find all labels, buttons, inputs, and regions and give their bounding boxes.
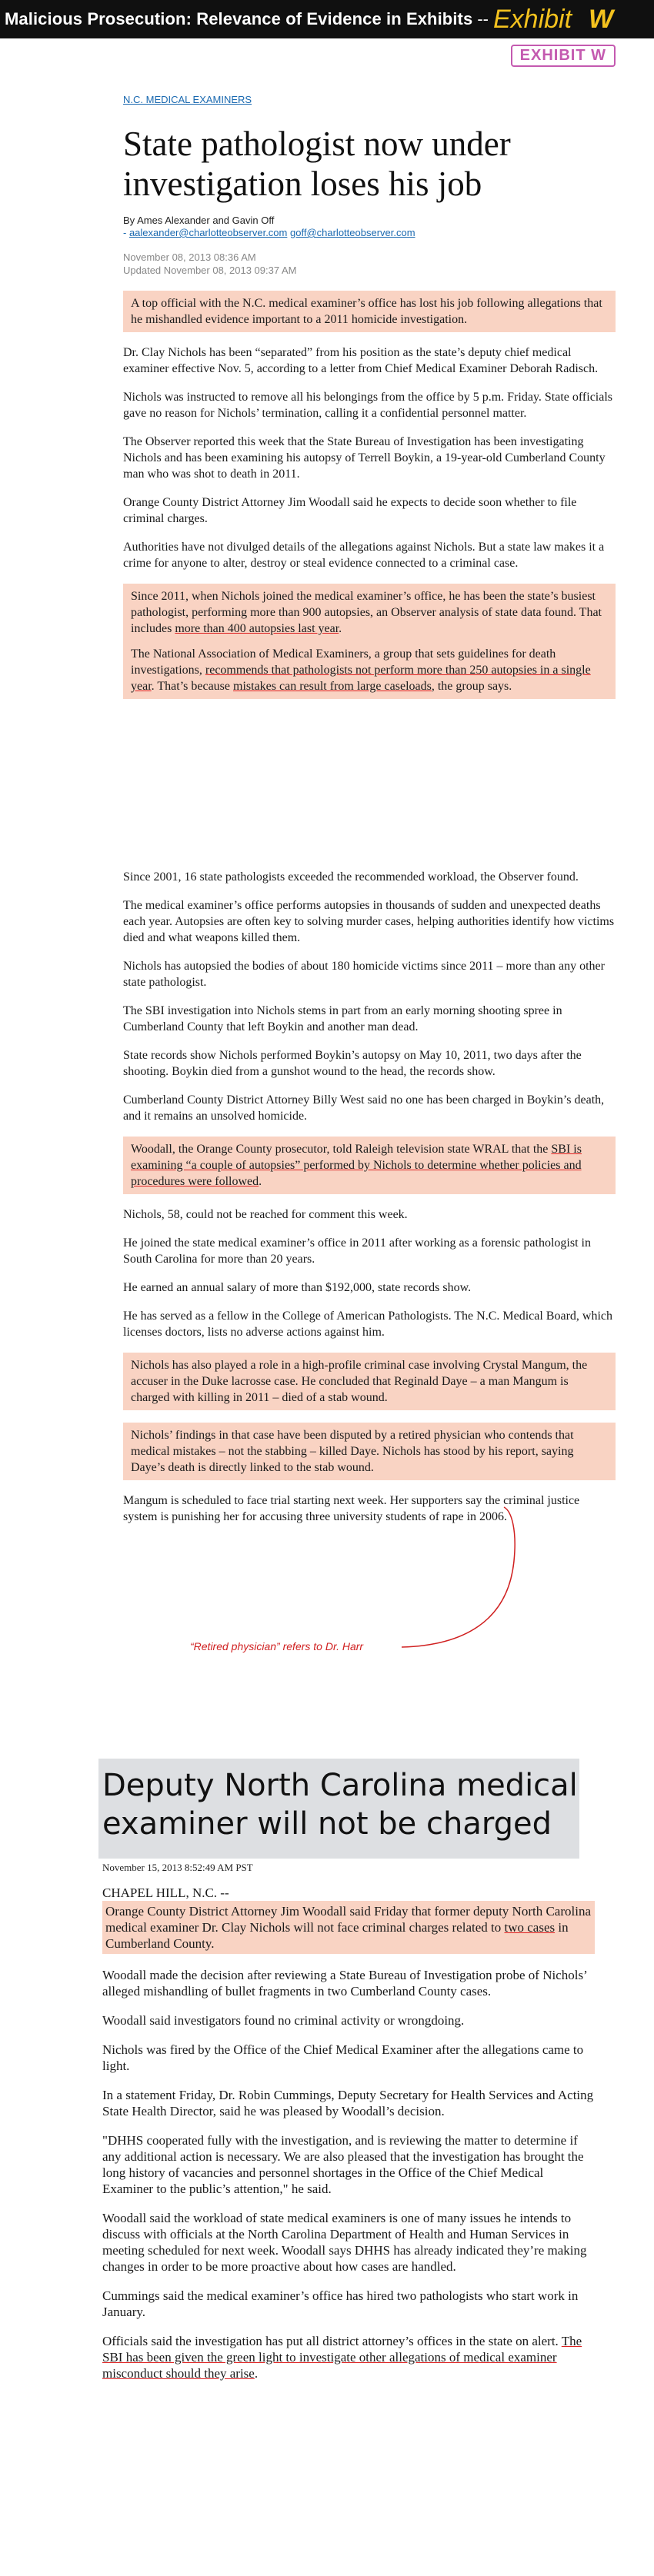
article2-date: November 15, 2013 8:52:49 AM PST — [102, 1862, 253, 1873]
blank-gap — [123, 711, 616, 869]
text-run: Officials said the investigation has put all district attorney’s offices in the state on alert. — [102, 2334, 562, 2348]
email-prefix: - — [123, 227, 129, 238]
paragraph: Nichols, 58, could not be reached for comment this week. — [123, 1208, 408, 1221]
text-run: Orange County District Attorney Jim Woodall said Friday that former deputy North Carolina medical examiner Dr. Clay Nichols will not face criminal charges related to — [105, 1904, 591, 1935]
email-link-off[interactable]: goff@charlotteobserver.com — [290, 227, 415, 238]
banner-exhibit-letter: W — [589, 4, 614, 34]
byline: By Ames Alexander and Gavin Off — [123, 215, 275, 226]
timestamps — [123, 251, 616, 277]
paragraph-final — [102, 2333, 595, 2381]
paragraph: Orange County District Attorney Jim Woodall said he expects to decide soon whether to file criminal charges. — [123, 496, 577, 525]
text-run: Woodall, the Orange County prosecutor, told Raleigh television state WRAL that the — [131, 1143, 552, 1156]
paragraph-highlighted: Nichols has also played a role in a high-profile criminal case involving Crystal Mangum, the accuser in the Duke lacrosse case. He concluded that Reginald Daye – a man Mangum is charged with killing in 2011 – died of a stab wound. — [123, 1353, 616, 1410]
updated-date: Updated November 08, 2013 09:37 AM — [123, 265, 297, 276]
paragraph: Dr. Clay Nichols has been “separated” from his position as the state’s deputy chief medical examiner effective Nov. 5, according to a letter from Chief Medical Examiner Deborah Radisch. — [123, 346, 599, 375]
headline-box — [98, 1759, 579, 1859]
paragraph: Nichols was instructed to remove all his belongings from the office by 5 p.m. Friday. State officials gave no reason for Nichols’ termination, calling it a confidential personnel matter. — [123, 391, 613, 420]
paragraph: The Observer reported this week that the State Bureau of Investigation has been investigating Nichols and has been examining his autopsy of Terrell Boykin, a 19-year-old Cumberland County man who was shot to death in 2011. — [123, 435, 606, 481]
email-link-alexander[interactable]: aalexander@charlotteobserver.com — [128, 227, 288, 238]
text-run: The National Association of Medical Examiners, a group that sets guidelines for death investigations, — [131, 647, 556, 677]
underlined-phrase: more than 400 autopsies last year — [175, 622, 339, 635]
paragraph-highlighted — [123, 644, 616, 699]
annotation-note: “Retired physician” refers to Dr. Harr — [190, 1640, 364, 1652]
banner-exhibit-word: Exhibit — [492, 4, 572, 34]
paragraph: He joined the state medical examiner’s office in 2011 after working as a forensic pathologist in South Carolina for more than 20 years. — [123, 1236, 591, 1266]
paragraph: Cumberland County District Attorney Billy West said no one has been charged in Boykin’s death, and it remains an unsolved homicide. — [123, 1093, 605, 1123]
author-emails — [123, 227, 616, 238]
paragraph: State records show Nichols performed Boykin’s autopsy on May 10, 2011, two days after the shooting. Boykin died from a gunshot wound to the head, the records show. — [123, 1049, 582, 1078]
dateline: CHAPEL HILL, N.C. -- — [102, 1885, 229, 1900]
paragraph: Mangum is scheduled to face trial starting next week. Her supporters say the criminal justice system is punishing her for accusing three university students of rape in 2006. — [123, 1494, 580, 1523]
paragraph: Woodall said the workload of state medical examiners is one of many issues he intends to discuss with officials at the North Carolina Department of Health and Human Services in meeting scheduled for next week. Woodall says DHHS has already indicated they’re making changes in order to be more proactive about how cases are handled. — [102, 2211, 587, 2274]
banner-separator: -- — [477, 9, 489, 28]
paragraph: In a statement Friday, Dr. Robin Cummings, Deputy Secretary for Health Services and Acting State Health Director, said he was pleased by Woodall’s decision. — [102, 2088, 594, 2118]
paragraph: He earned an annual salary of more than $192,000, state records show. — [123, 1281, 472, 1294]
published-date: November 08, 2013 08:36 AM — [123, 251, 256, 263]
underlined-phrase: The SBI has been given the green light to investigate other allegations of medical examiner misconduct should they arise — [102, 2334, 582, 2381]
exhibit-banner — [0, 0, 654, 38]
banner-title: Malicious Prosecution: Relevance of Evidence in Exhibits — [5, 9, 473, 28]
paragraph-highlighted: Nichols’ findings in that case have been disputed by a retired physician who contends that medical mistakes – not the stabbing – killed Daye. Nichols has stood by his report, saying Daye’s death is directly linked to the stab wound. — [123, 1423, 616, 1480]
underlined-phrase: SBI is examining “a couple of autopsies” performed by Nichols to determine whether policies and procedures were followed — [131, 1143, 582, 1188]
article2-headline: Deputy North Carolina medical examiner will not be charged — [102, 1768, 578, 1842]
paragraph: "DHHS cooperated fully with the investigation, and is reviewing the matter to determine if any additional action is necessary. We are also pleased that the investigation has brought the long history of vacancies and personnel shortages in the Office of the Chief Medical Examiner to the public’s attention," he said. — [102, 2133, 584, 2196]
underlined-phrase: two cases — [504, 1920, 556, 1935]
section-kicker-link[interactable]: N.C. MEDICAL EXAMINERS — [123, 94, 252, 105]
paragraph-highlighted — [123, 584, 616, 644]
paragraph: Cummings said the medical examiner’s office has hired two pathologists who start work in January. — [102, 2288, 579, 2319]
text-run: . That’s because — [151, 680, 233, 693]
paragraph: Woodall said investigators found no criminal activity or wrongdoing. — [102, 2013, 465, 2028]
text-run: , the group says. — [431, 680, 512, 693]
exhibit-stamp: EXHIBIT W — [511, 45, 616, 67]
article-headline: State pathologist now under investigation loses his job — [123, 125, 511, 203]
text-run: . — [339, 622, 342, 635]
article-one — [123, 94, 616, 1537]
text-run: . — [254, 2366, 259, 2381]
paragraph-highlighted: A top official with the N.C. medical examiner’s office has lost his job following allegations that he mishandled evidence important to a 2011 homicide investigation. — [123, 291, 616, 332]
paragraph: Since 2001, 16 state pathologists exceeded the recommended workload, the Observer found. — [123, 870, 579, 884]
paragraph: Woodall made the decision after reviewing a State Bureau of Investigation probe of Nichols’ alleged mishandling of bullet fragments in two Cumberland County cases. — [102, 1968, 587, 1999]
paragraph: The medical examiner’s office performs autopsies in thousands of sudden and unexpected deaths each year. Autopsies are often key to solving murder cases, helping authorities identify how victims died and what weapons killed them. — [123, 899, 615, 944]
underlined-phrase: recommends that pathologists not perform more than 250 autopsies in a single year — [131, 664, 591, 693]
paragraph-highlighted — [102, 1901, 595, 1954]
paragraph: Nichols was fired by the Office of the Chief Medical Examiner after the allegations came to light. — [102, 2042, 584, 2073]
paragraph: Authorities have not divulged details of the allegations against Nichols. But a state law makes it a crime for anyone to alter, destroy or steal evidence connected to a criminal case. — [123, 541, 605, 570]
text-run: in Cumberland County. — [105, 1920, 569, 1951]
text-run: . — [259, 1175, 262, 1188]
text-run: Since 2011, when Nichols joined the medical examiner’s office, he has been the state’s busiest pathologist, performing more than 900 autopsies, an Observer analysis of state data found. That includes — [131, 590, 602, 635]
paragraph-highlighted — [123, 1137, 616, 1194]
paragraph: The SBI investigation into Nichols stems in part from an early morning shooting spree in Cumberland County that left Boykin and another man dead. — [123, 1004, 562, 1033]
underlined-phrase: mistakes can result from large caseloads — [233, 680, 432, 693]
article-two — [102, 1862, 595, 2395]
paragraph: He has served as a fellow in the College of American Pathologists. The N.C. Medical Board, which licenses doctors, lists no adverse actions against him. — [123, 1310, 612, 1339]
paragraph: Nichols has autopsied the bodies of about 180 homicide victims since 2011 – more than any other state pathologist. — [123, 960, 605, 989]
